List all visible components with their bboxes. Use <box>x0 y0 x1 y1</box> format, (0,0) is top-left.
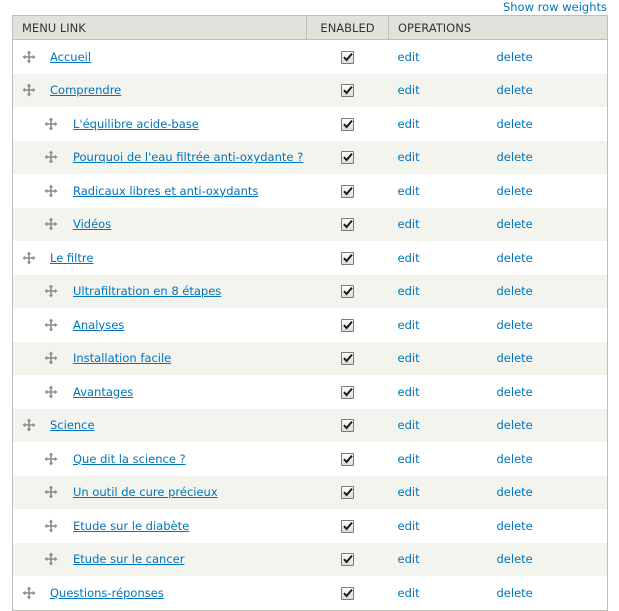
delete-link[interactable]: delete <box>496 83 533 98</box>
operation-cell <box>497 342 608 376</box>
operation-cell <box>389 442 497 476</box>
move-arrows-icon[interactable] <box>44 452 58 466</box>
menu-link-cell <box>13 342 307 376</box>
menu-link-cell <box>13 74 307 108</box>
table-row <box>13 241 608 275</box>
table-row <box>13 40 608 74</box>
operation-cell <box>389 208 497 242</box>
delete-link[interactable]: delete <box>496 585 533 600</box>
operation-cell <box>389 543 497 577</box>
operation-cell <box>389 107 497 141</box>
edit-link[interactable]: edit <box>397 183 420 198</box>
enabled-checkbox[interactable] <box>341 520 354 533</box>
enabled-cell <box>307 543 389 577</box>
menu-link-cell <box>13 375 307 409</box>
menu-link[interactable]: Pourquoi de l'eau filtrée anti-oxydante ? <box>73 150 304 165</box>
enabled-checkbox[interactable] <box>341 151 354 164</box>
enabled-checkbox[interactable] <box>341 587 354 600</box>
enabled-checkbox[interactable] <box>341 51 354 64</box>
operation-cell <box>497 208 608 242</box>
menu-link[interactable]: Radicaux libres et anti-oxydants <box>73 183 259 198</box>
delete-link[interactable]: delete <box>496 518 533 533</box>
edit-link[interactable]: edit <box>397 485 420 500</box>
operation-cell <box>389 275 497 309</box>
menu-link[interactable]: Un outil de cure précieux <box>73 485 218 500</box>
delete-link[interactable]: delete <box>496 317 533 332</box>
move-arrows-icon[interactable] <box>22 83 36 97</box>
move-arrows-icon[interactable] <box>44 284 58 298</box>
delete-link[interactable]: delete <box>496 418 533 433</box>
move-arrows-icon[interactable] <box>44 552 58 566</box>
menu-link[interactable]: Etude sur le cancer <box>73 552 185 567</box>
move-arrows-icon[interactable] <box>22 586 36 600</box>
move-arrows-icon[interactable] <box>44 519 58 533</box>
table-row <box>13 509 608 543</box>
menu-link-column-header: MENU LINK <box>13 16 307 40</box>
table-row <box>13 543 608 577</box>
edit-link[interactable]: edit <box>397 451 420 466</box>
delete-link[interactable]: delete <box>496 552 533 567</box>
table-row <box>13 342 608 376</box>
edit-link[interactable]: edit <box>397 83 420 98</box>
menu-link-cell <box>13 543 307 577</box>
operation-cell <box>497 576 608 610</box>
move-arrows-icon[interactable] <box>44 485 58 499</box>
operation-cell <box>389 141 497 175</box>
menu-link[interactable]: Que dit la science ? <box>73 451 186 466</box>
move-arrows-icon[interactable] <box>44 184 58 198</box>
menu-link[interactable]: Science <box>50 418 95 433</box>
delete-link[interactable]: delete <box>496 150 533 165</box>
edit-link[interactable]: edit <box>397 284 420 299</box>
table-row <box>13 442 608 476</box>
operation-cell <box>389 308 497 342</box>
delete-link[interactable]: delete <box>496 384 533 399</box>
operation-cell <box>497 442 608 476</box>
enabled-cell <box>307 107 389 141</box>
enabled-checkbox[interactable] <box>341 185 354 198</box>
edit-link[interactable]: edit <box>397 116 420 131</box>
operation-cell <box>497 40 608 74</box>
menu-link-cell <box>13 40 307 74</box>
operation-cell <box>389 342 497 376</box>
enabled-cell <box>307 174 389 208</box>
menu-link-cell <box>13 107 307 141</box>
table-header-row <box>13 16 608 40</box>
enabled-cell <box>307 40 389 74</box>
operation-cell <box>389 40 497 74</box>
table-row <box>13 208 608 242</box>
edit-link[interactable]: edit <box>397 150 420 165</box>
move-arrows-icon[interactable] <box>44 351 58 365</box>
operation-cell <box>497 174 608 208</box>
operation-cell <box>389 576 497 610</box>
operation-cell <box>389 476 497 510</box>
operation-cell <box>497 476 608 510</box>
menu-link-cell <box>13 308 307 342</box>
menu-link-cell <box>13 208 307 242</box>
table-row <box>13 576 608 610</box>
enabled-cell <box>307 74 389 108</box>
enabled-column-header: ENABLED <box>307 16 389 40</box>
edit-link[interactable]: edit <box>397 250 420 265</box>
enabled-cell <box>307 342 389 376</box>
edit-link[interactable]: edit <box>397 418 420 433</box>
operation-cell <box>497 308 608 342</box>
operation-cell <box>497 74 608 108</box>
enabled-checkbox[interactable] <box>341 84 354 97</box>
operation-cell <box>497 375 608 409</box>
menu-link[interactable]: Installation facile <box>73 351 172 366</box>
move-arrows-icon[interactable] <box>44 318 58 332</box>
operation-cell <box>497 509 608 543</box>
edit-link[interactable]: edit <box>397 552 420 567</box>
enabled-checkbox[interactable] <box>341 486 354 499</box>
move-arrows-icon[interactable] <box>22 50 36 64</box>
menu-link[interactable]: Ultrafiltration en 8 étapes <box>73 284 222 299</box>
move-arrows-icon[interactable] <box>44 217 58 231</box>
operation-cell <box>497 409 608 443</box>
enabled-cell <box>307 208 389 242</box>
enabled-checkbox[interactable] <box>341 386 354 399</box>
operation-cell <box>389 509 497 543</box>
enabled-cell <box>307 241 389 275</box>
menu-link-cell <box>13 509 307 543</box>
menu-link-cell <box>13 476 307 510</box>
operation-cell <box>389 74 497 108</box>
delete-link[interactable]: delete <box>496 351 533 366</box>
table-row <box>13 275 608 309</box>
operations-column-header: OPERATIONS <box>389 16 608 40</box>
edit-link[interactable]: edit <box>397 518 420 533</box>
menu-link-cell <box>13 141 307 175</box>
delete-link[interactable]: delete <box>496 250 533 265</box>
enabled-cell <box>307 442 389 476</box>
edit-link[interactable]: edit <box>397 384 420 399</box>
enabled-checkbox[interactable] <box>341 553 354 566</box>
operation-cell <box>389 375 497 409</box>
move-arrows-icon[interactable] <box>44 150 58 164</box>
delete-link[interactable]: delete <box>496 217 533 232</box>
enabled-checkbox[interactable] <box>341 218 354 231</box>
operation-cell <box>497 275 608 309</box>
delete-link[interactable]: delete <box>496 116 533 131</box>
menu-link-cell <box>13 576 307 610</box>
menu-links-table <box>12 15 608 611</box>
table-row <box>13 308 608 342</box>
enabled-cell <box>307 141 389 175</box>
menu-link[interactable]: L'équilibre acide-base <box>73 116 199 131</box>
table-row <box>13 107 608 141</box>
operation-cell <box>389 174 497 208</box>
menu-link-cell <box>13 241 307 275</box>
operation-cell <box>389 409 497 443</box>
enabled-checkbox[interactable] <box>341 352 354 365</box>
menu-link[interactable]: Questions-réponses <box>50 585 164 600</box>
enabled-cell <box>307 375 389 409</box>
move-arrows-icon[interactable] <box>22 418 36 432</box>
enabled-cell <box>307 308 389 342</box>
menu-link-cell <box>13 174 307 208</box>
operation-cell <box>497 543 608 577</box>
delete-link[interactable]: delete <box>496 49 533 64</box>
enabled-cell <box>307 509 389 543</box>
enabled-checkbox[interactable] <box>341 319 354 332</box>
move-arrows-icon[interactable] <box>22 251 36 265</box>
table-row <box>13 174 608 208</box>
table-row <box>13 141 608 175</box>
enabled-cell <box>307 275 389 309</box>
enabled-cell <box>307 576 389 610</box>
enabled-checkbox[interactable] <box>341 285 354 298</box>
menu-link-cell <box>13 442 307 476</box>
edit-link[interactable]: edit <box>397 585 420 600</box>
table-row <box>13 476 608 510</box>
menu-link[interactable]: Vidéos <box>73 217 112 232</box>
menu-link[interactable]: Analyses <box>73 317 125 332</box>
enabled-checkbox[interactable] <box>341 118 354 131</box>
menu-link[interactable]: Avantages <box>73 384 134 399</box>
table-row <box>13 74 608 108</box>
menu-link[interactable]: Le filtre <box>50 250 94 265</box>
edit-link[interactable]: edit <box>397 351 420 366</box>
table-row <box>13 409 608 443</box>
edit-link[interactable]: edit <box>397 217 420 232</box>
operation-cell <box>497 107 608 141</box>
enabled-checkbox[interactable] <box>341 419 354 432</box>
delete-link[interactable]: delete <box>496 183 533 198</box>
menu-link-cell <box>13 409 307 443</box>
menu-link[interactable]: Accueil <box>50 49 92 64</box>
menu-link-cell <box>13 275 307 309</box>
delete-link[interactable]: delete <box>496 451 533 466</box>
delete-link[interactable]: delete <box>496 284 533 299</box>
enabled-cell <box>307 409 389 443</box>
operation-cell <box>497 141 608 175</box>
menu-link[interactable]: Comprendre <box>50 83 122 98</box>
operation-cell <box>497 241 608 275</box>
menu-link[interactable]: Etude sur le diabète <box>73 518 190 533</box>
enabled-checkbox[interactable] <box>341 453 354 466</box>
operation-cell <box>389 241 497 275</box>
enabled-checkbox[interactable] <box>341 252 354 265</box>
edit-link[interactable]: edit <box>397 317 420 332</box>
move-arrows-icon[interactable] <box>44 385 58 399</box>
edit-link[interactable]: edit <box>397 49 420 64</box>
move-arrows-icon[interactable] <box>44 117 58 131</box>
table-row <box>13 375 608 409</box>
show-row-weights-link[interactable]: Show row weights <box>502 0 607 14</box>
delete-link[interactable]: delete <box>496 485 533 500</box>
enabled-cell <box>307 476 389 510</box>
